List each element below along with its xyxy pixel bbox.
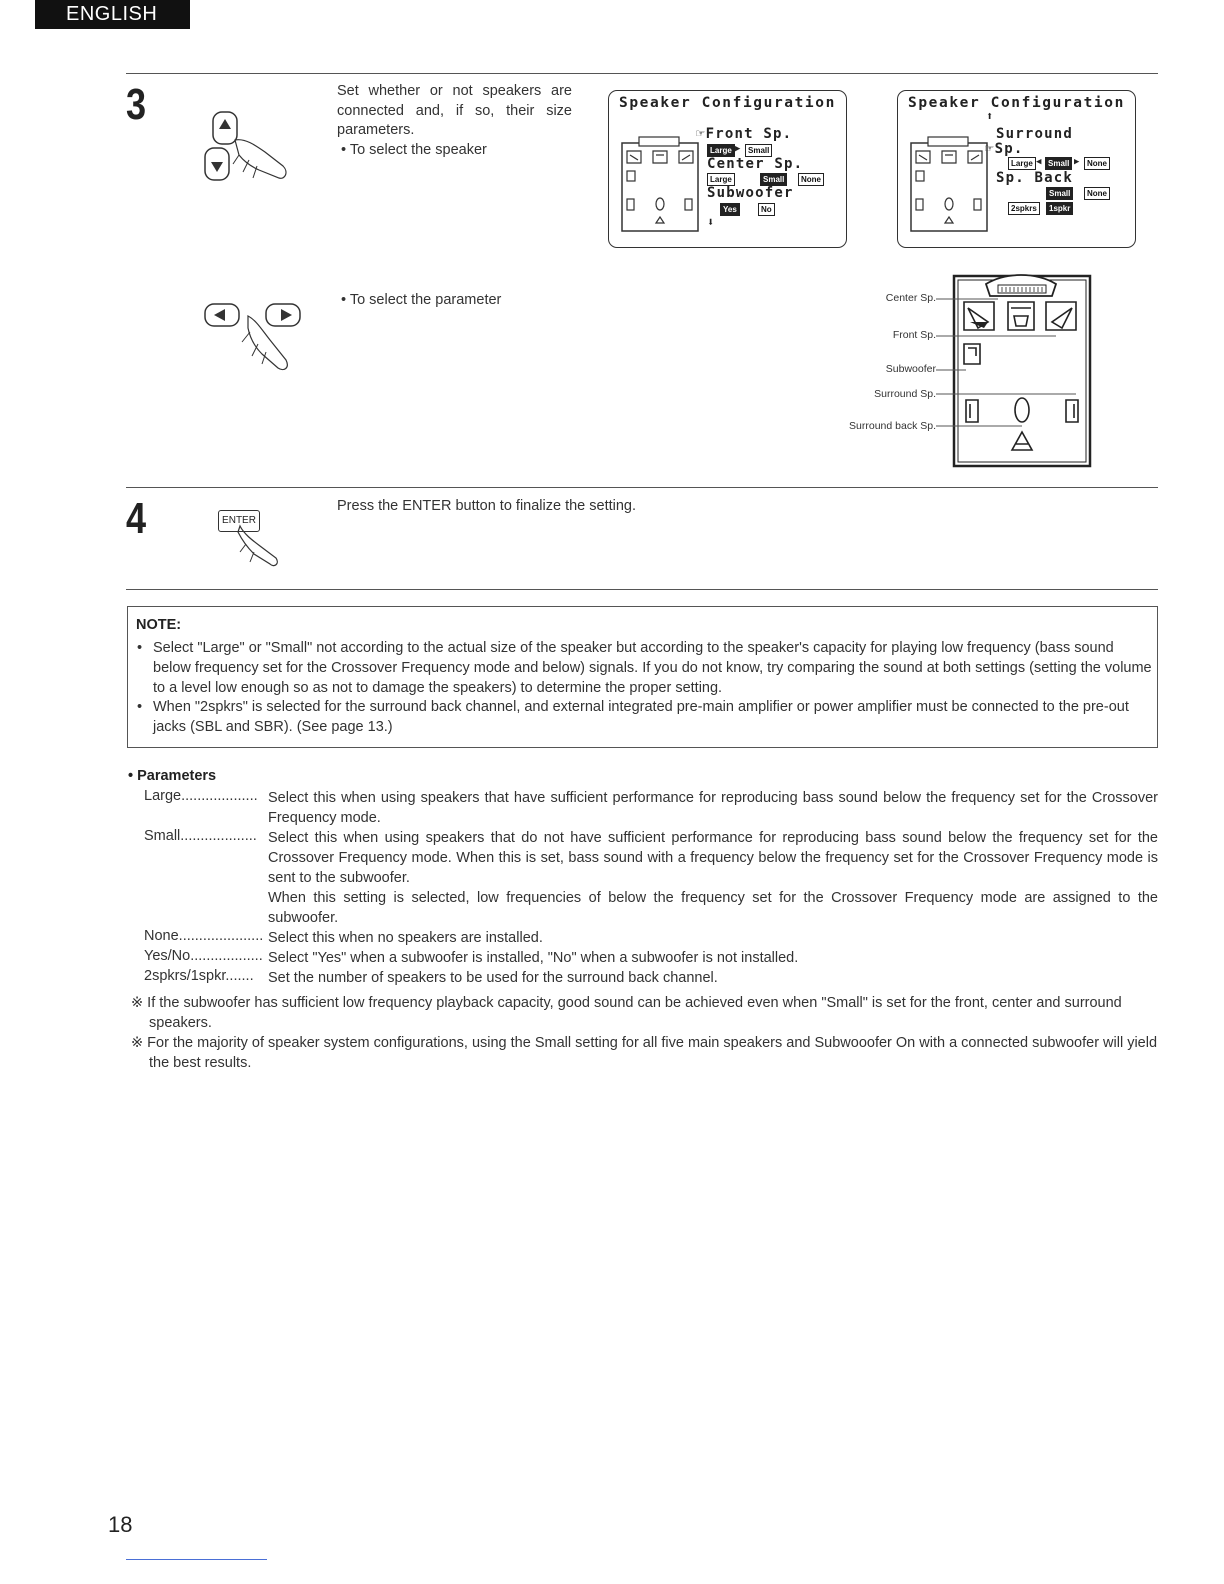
- chip-none: None: [1084, 157, 1110, 170]
- chip-large: Large: [1008, 157, 1036, 170]
- lcd-title: Speaker Configuration: [908, 95, 1125, 111]
- lcd-front-sp: ☞Front Sp.: [696, 126, 793, 142]
- arrow-right-icon: ▶: [1074, 157, 1080, 167]
- label-surround-back-sp: Surround back Sp.: [849, 420, 936, 432]
- param-term-small: Small...................: [144, 828, 257, 844]
- pressing-hand-icon: [232, 524, 292, 569]
- speaker-placement-diagram: [936, 268, 1096, 473]
- chip-2spkrs: 2spkrs: [1008, 202, 1040, 215]
- chip-large: Large: [707, 173, 735, 186]
- step4-description: Press the ENTER button to finalize the setting.: [337, 498, 637, 514]
- label-subwoofer: Subwoofer: [885, 363, 936, 375]
- scroll-down-icon: ⬇: [707, 215, 715, 229]
- chip-yes-selected: Yes: [720, 203, 740, 216]
- note-item: • Select "Large" or "Small" not according to the actual size of the speaker but according to the speaker's capacity for playing low frequency (bass sound below frequency set for the Crossover Frequency mode and below) signals. If you do not know, try comparing the sound at both settings (setting the volume to a level low enough so as not to damage the speakers) to determine the proper setting.: [137, 640, 1152, 696]
- bullet-select-speaker: • To select the speaker: [341, 141, 487, 161]
- remark-majority: ※ For the majority of speaker system configurations, using the Small setting for all five main speakers and Subwooofer On with a connected subwoofer will yield the best results.: [131, 1035, 1158, 1071]
- lcd-center-sp: Center Sp.: [707, 156, 804, 172]
- left-right-buttons-hand-icon: [200, 292, 315, 377]
- lcd-screen-surround-config: [897, 90, 1136, 248]
- param-term-yesno: Yes/No..................: [144, 948, 263, 964]
- lcd-screen-front-config: [608, 90, 847, 248]
- arrow-right-icon: ▶: [735, 144, 741, 154]
- remark-subwoofer: ※ If the subwoofer has sufficient low frequency playback capacity, good sound can be achieved even when "Small" is set for the front, center and surround speakers.: [131, 995, 1122, 1031]
- language-tab: ENGLISH: [35, 0, 190, 29]
- param-desc-yesno: Select "Yes" when a subwoofer is installed, "No" when a subwoofer is not installed.: [268, 950, 799, 966]
- lcd-surround: Surround: [996, 126, 1074, 142]
- note-box: [127, 606, 1158, 748]
- arrow-left-icon: ◀: [1036, 157, 1042, 167]
- lcd-subwoofer: Subwoofer: [707, 185, 794, 201]
- param-desc-small-extra: When this setting is selected, low frequencies of below the frequency set for the Crossover Frequency mode are assigned to the subwoofer.: [268, 890, 1158, 926]
- divider: [126, 487, 1158, 488]
- chip-no: No: [758, 203, 775, 216]
- parameters-heading: • Parameters: [128, 768, 217, 784]
- note-item: • When "2spkrs" is selected for the surround back channel, and external integrated pre-main amplifier or power amplifier must be connected to the pre-out jacks (SBL and SBR). (See page 13.): [137, 699, 1129, 735]
- divider: [126, 589, 1158, 590]
- label-center-sp: Center Sp.: [885, 292, 936, 304]
- param-desc-spkrs: Set the number of speakers to be used for the surround back channel.: [268, 970, 718, 986]
- param-term-spkrs: 2spkrs/1spkr.......: [144, 968, 254, 984]
- step-number-3: 3: [126, 80, 147, 129]
- lcd-title: Speaker Configuration: [619, 95, 836, 111]
- param-desc-none: Select this when no speakers are installed.: [268, 930, 543, 946]
- enter-button-icon: ENTER: [218, 510, 260, 532]
- param-desc-large: Select this when using speakers that have sufficient performance for reproducing bass sound below the frequency set for the Crossover Frequency mode.: [268, 790, 1158, 826]
- param-term-none: None.....................: [144, 928, 264, 944]
- step-number-4: 4: [126, 494, 147, 543]
- scroll-up-icon: ⬆: [986, 109, 994, 123]
- chip-none: None: [798, 173, 824, 186]
- label-front-sp: Front Sp.: [892, 329, 936, 341]
- bullet-select-parameter: • To select the parameter: [341, 291, 501, 311]
- speaker-layout-mini-icon: [908, 135, 990, 235]
- page-number: 18: [108, 1512, 133, 1537]
- param-term-large: Large...................: [144, 788, 258, 804]
- chip-none: None: [1084, 187, 1110, 200]
- chip-1spkr-selected: 1spkr: [1046, 202, 1073, 215]
- divider: [126, 73, 1158, 74]
- param-desc-small: Select this when using speakers that do not have sufficient performance for reproducing bass sound below the frequency set for the Crossover Frequency mode. When this is set, bass sound with a frequency below the frequency set for the Crossover Frequency mode is sent to the subwoofer.: [268, 830, 1158, 886]
- up-down-buttons-hand-icon: [195, 100, 305, 195]
- speaker-layout-mini-icon: [619, 135, 701, 235]
- step3-description: Set whether or not speakers are connected and, if so, their size parameters.: [337, 83, 572, 138]
- footer-link-line: [126, 1559, 267, 1560]
- lcd-sp-back: Sp. Back: [996, 170, 1074, 186]
- chip-small-selected: Small: [1046, 187, 1073, 200]
- chip-large-selected: Large: [707, 144, 735, 157]
- label-surround-sp: Surround Sp.: [874, 388, 936, 400]
- lcd-sp: ☞Sp.: [985, 141, 1024, 157]
- chip-small-selected: Small: [760, 173, 787, 186]
- chip-small: Small: [745, 144, 772, 157]
- note-title: NOTE:: [136, 617, 182, 633]
- chip-small-selected: Small: [1045, 157, 1072, 170]
